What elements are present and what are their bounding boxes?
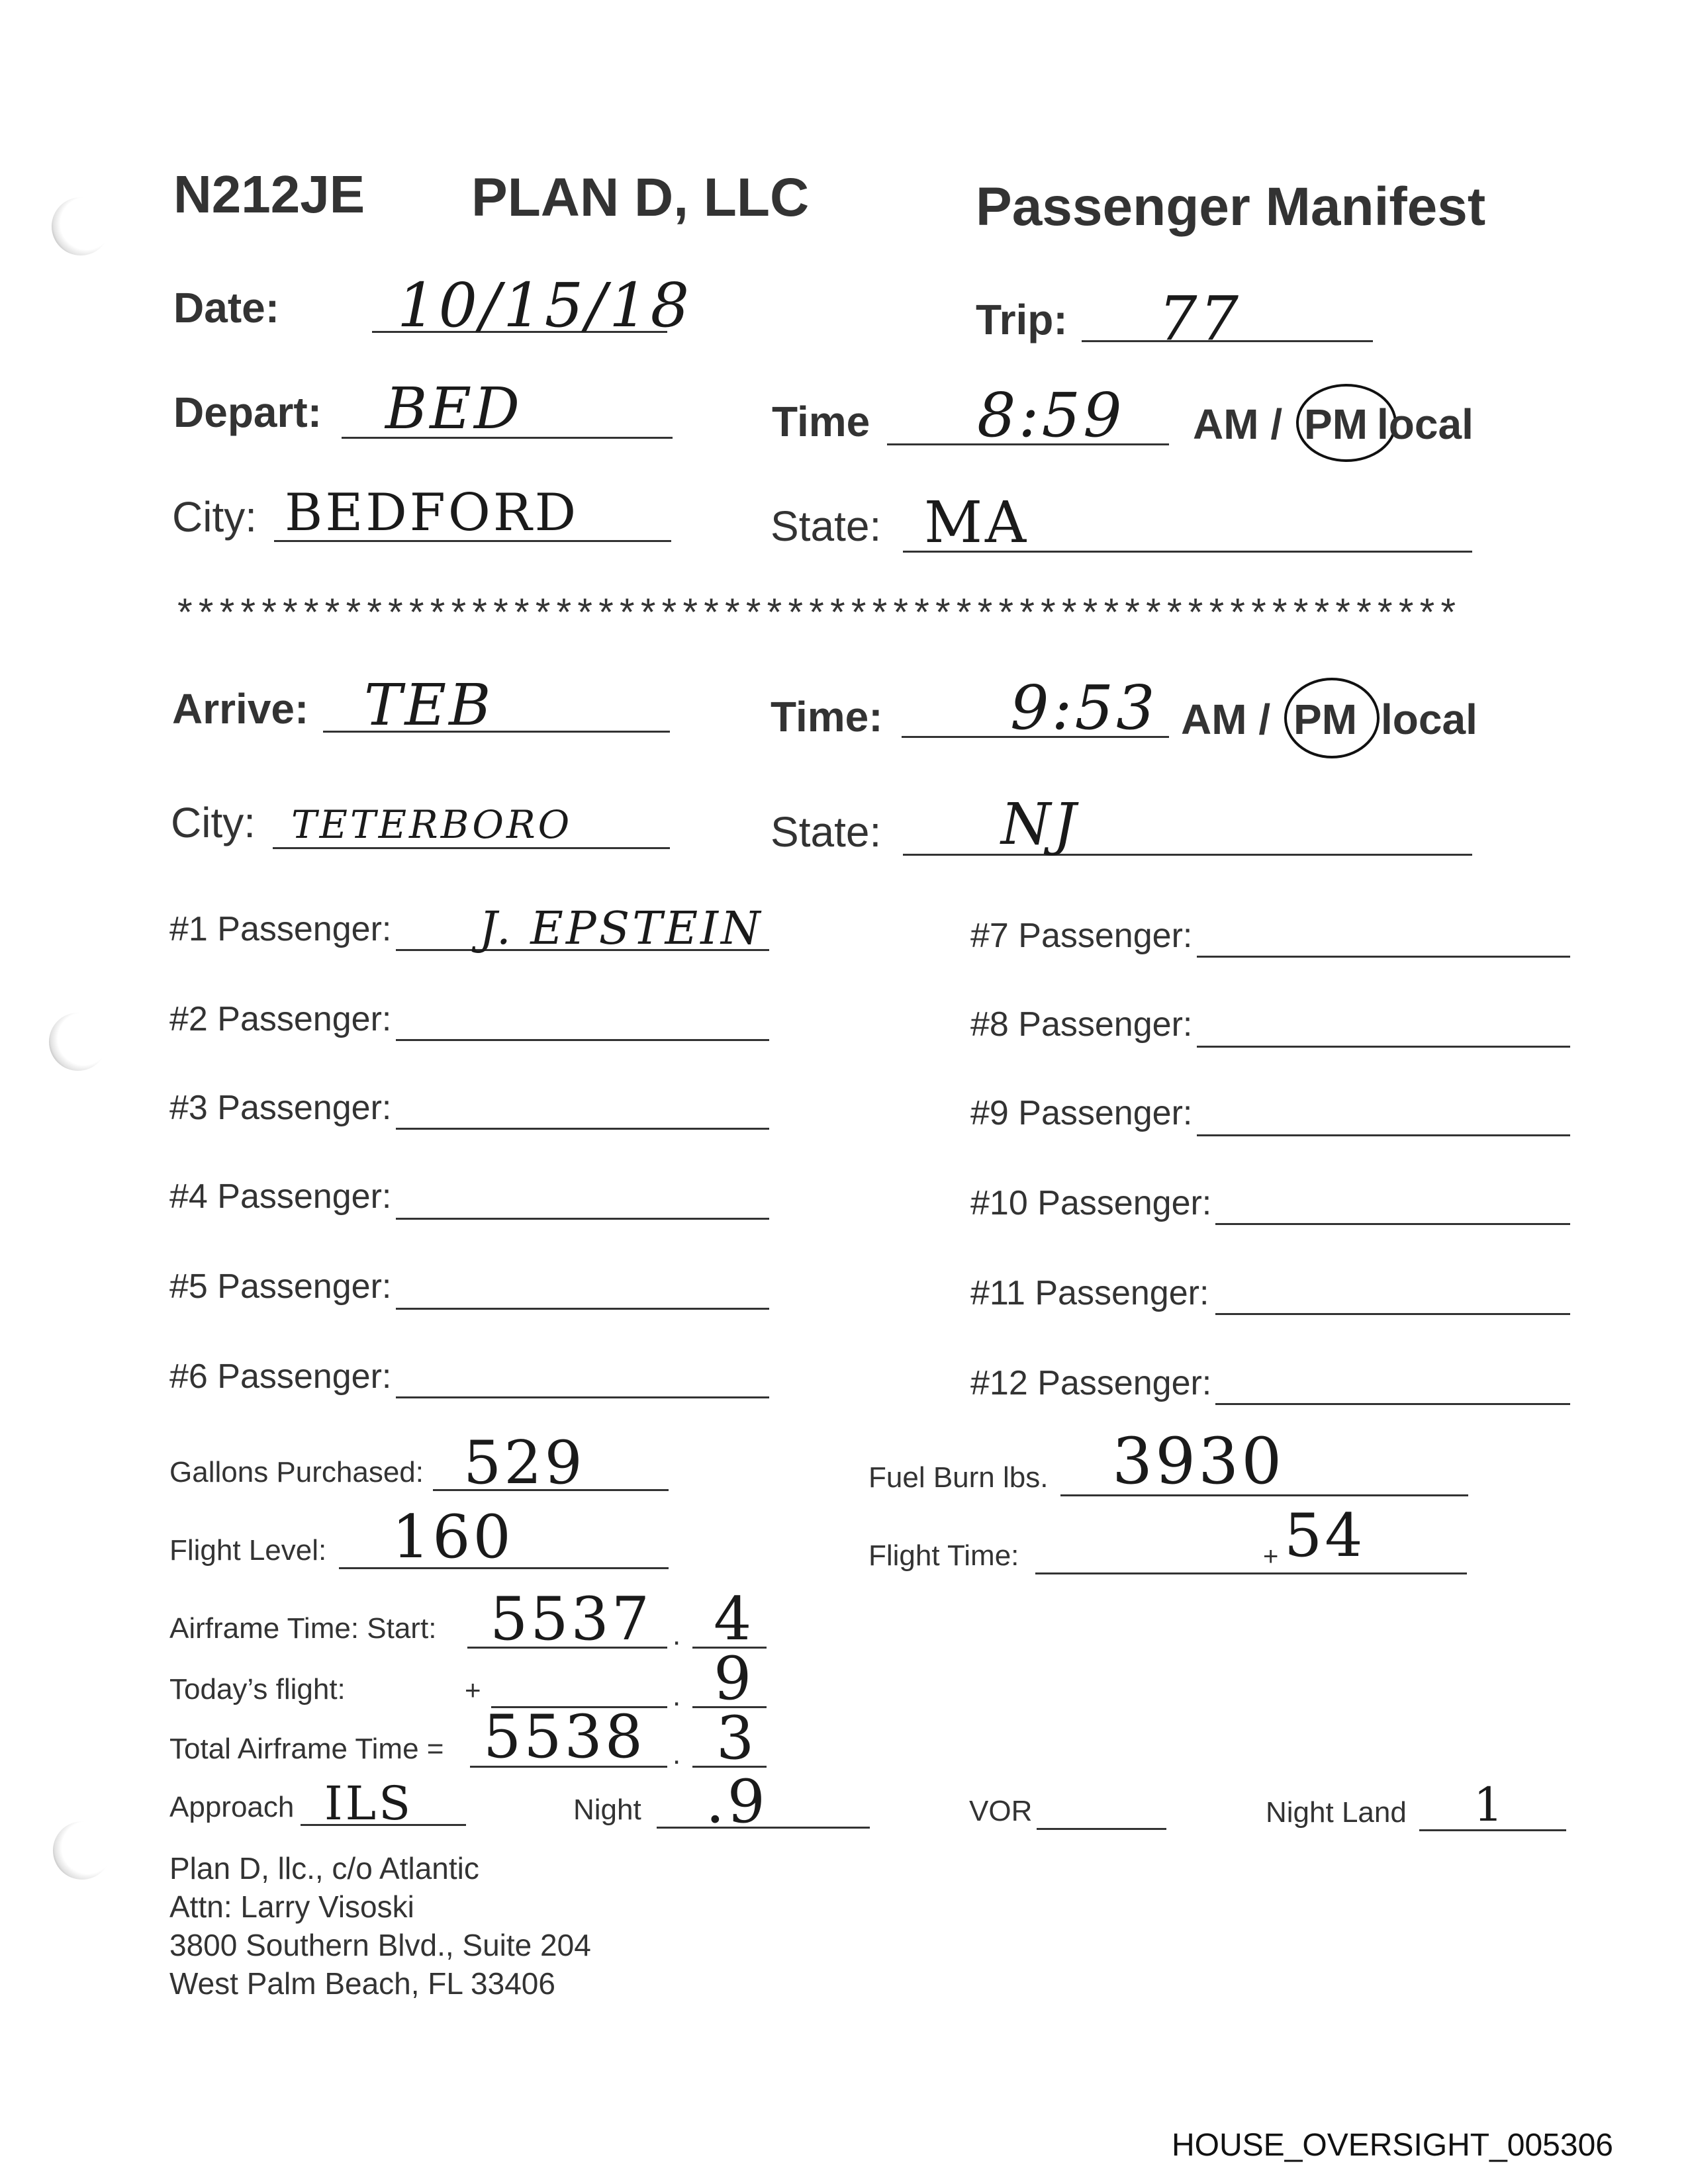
arrive-state-value: NJ [1001,792,1079,858]
depart-time-label: Time [772,398,870,445]
depart-label: Depart: [173,388,322,436]
vor-label: VOR [969,1795,1033,1827]
arrive-local-label: local [1381,696,1477,743]
depart-city-label: City: [172,493,257,541]
depart-local-label: local [1377,400,1474,448]
passenger-6-line [396,1396,769,1398]
total-airframe-tenth-value: 3 [716,1704,757,1773]
address-line-4: West Palm Beach, FL 33406 [169,1966,555,2001]
passenger-9-line [1197,1134,1570,1136]
passenger-3-label: #3 Passenger: [169,1089,392,1127]
date-value: 10/15/18 [397,270,692,341]
gallons-value: 529 [463,1428,585,1498]
passenger-10-label: #10 Passenger: [970,1184,1212,1222]
arrive-city-line [273,847,670,849]
total-airframe-decimal: . [673,1738,681,1770]
approach-value: ILS [324,1776,414,1831]
passenger-5-label: #5 Passenger: [169,1267,392,1306]
passenger-8-line [1197,1046,1570,1048]
flight-time-plus: + [1263,1542,1279,1571]
depart-city-value: BEDFORD [285,483,579,543]
tail-number: N212JE [173,165,365,224]
punch-hole-middle [49,1013,107,1071]
todays-flight-tenth-value: 9 [714,1644,755,1713]
arrive-state-line [903,854,1472,856]
night-land-value: 1 [1474,1778,1506,1832]
arrive-city-value: TETERBORO [291,802,573,847]
arrive-am-label: AM / [1181,696,1271,743]
punch-hole-bottom [53,1821,111,1880]
passenger-1-value: J. EPSTEIN [479,903,763,955]
passenger-1-label: #1 Passenger: [169,910,392,948]
night-land-label: Night Land [1266,1796,1407,1829]
flight-level-value: 160 [392,1502,514,1572]
airframe-start-tenth-value: 4 [714,1584,755,1654]
separator-stars: ************************************************************* [173,596,1458,639]
date-label: Date: [173,284,280,332]
address-line-1: Plan D, llc., c/o Atlantic [169,1851,479,1886]
passenger-11-line [1215,1313,1570,1315]
passenger-6-label: #6 Passenger: [169,1357,392,1396]
airframe-start-decimal: . [673,1619,681,1651]
todays-flight-label: Today’s flight: [169,1673,346,1706]
arrive-time-label: Time: [771,693,883,741]
passenger-11-label: #11 Passenger: [970,1274,1209,1312]
arrive-pm-label: PM [1293,696,1357,743]
depart-pm-label: PM [1304,400,1368,448]
arrive-value: TEB [364,672,494,739]
passenger-2-label: #2 Passenger: [169,1000,392,1038]
passenger-9-label: #9 Passenger: [970,1094,1193,1132]
fuel-burn-value: 3930 [1112,1424,1285,1498]
arrive-city-label: City: [171,799,256,846]
passenger-12-label: #12 Passenger: [970,1364,1212,1402]
passenger-7-label: #7 Passenger: [970,917,1193,955]
airframe-start-label: Airframe Time: Start: [169,1612,437,1645]
flight-time-line [1035,1572,1467,1574]
fuel-burn-label: Fuel Burn lbs. [868,1461,1049,1494]
company-name: PLAN D, LLC [471,167,810,228]
passenger-4-line [396,1218,769,1220]
punch-hole-top [52,197,110,255]
passenger-4-label: #4 Passenger: [169,1177,392,1216]
approach-label: Approach [169,1791,295,1823]
depart-state-label: State: [771,502,882,550]
passenger-3-line [396,1128,769,1130]
todays-flight-decimal: . [673,1680,681,1712]
depart-state-value: MA [924,490,1029,556]
gallons-label: Gallons Purchased: [169,1456,424,1488]
trip-label: Trip: [976,296,1068,343]
depart-value: BED [385,376,522,442]
flight-time-label: Flight Time: [868,1539,1019,1572]
passenger-10-line [1215,1223,1570,1225]
trip-value: 77 [1158,283,1242,354]
address-line-2: Attn: Larry Visoski [169,1889,414,1924]
vor-line [1037,1828,1166,1830]
page-title: Passenger Manifest [976,177,1486,237]
total-airframe-label: Total Airframe Time = [169,1733,444,1765]
passenger-8-label: #8 Passenger: [970,1005,1193,1044]
night-value: .9 [706,1767,768,1837]
flight-time-value: 54 [1284,1501,1366,1570]
address-line-3: 3800 Southern Blvd., Suite 204 [169,1928,591,1962]
todays-flight-plus: + [465,1674,481,1706]
night-label: Night [573,1794,641,1826]
passenger-2-line [396,1039,769,1041]
passenger-7-line [1197,956,1570,958]
depart-time-value: 8:59 [977,380,1125,451]
arrive-label: Arrive: [172,685,309,733]
arrive-time-value: 9:53 [1010,672,1158,743]
airframe-start-whole-value: 5537 [490,1584,653,1654]
arrive-state-label: State: [771,808,882,856]
total-airframe-whole-value: 5538 [483,1702,646,1772]
arrive-pm-selected-circle [1284,678,1380,758]
bates-number: HOUSE_OVERSIGHT_005306 [1172,2128,1613,2163]
flight-level-label: Flight Level: [169,1534,327,1567]
depart-am-label: AM / [1193,400,1283,448]
passenger-12-line [1215,1403,1570,1405]
passenger-5-line [396,1308,769,1310]
